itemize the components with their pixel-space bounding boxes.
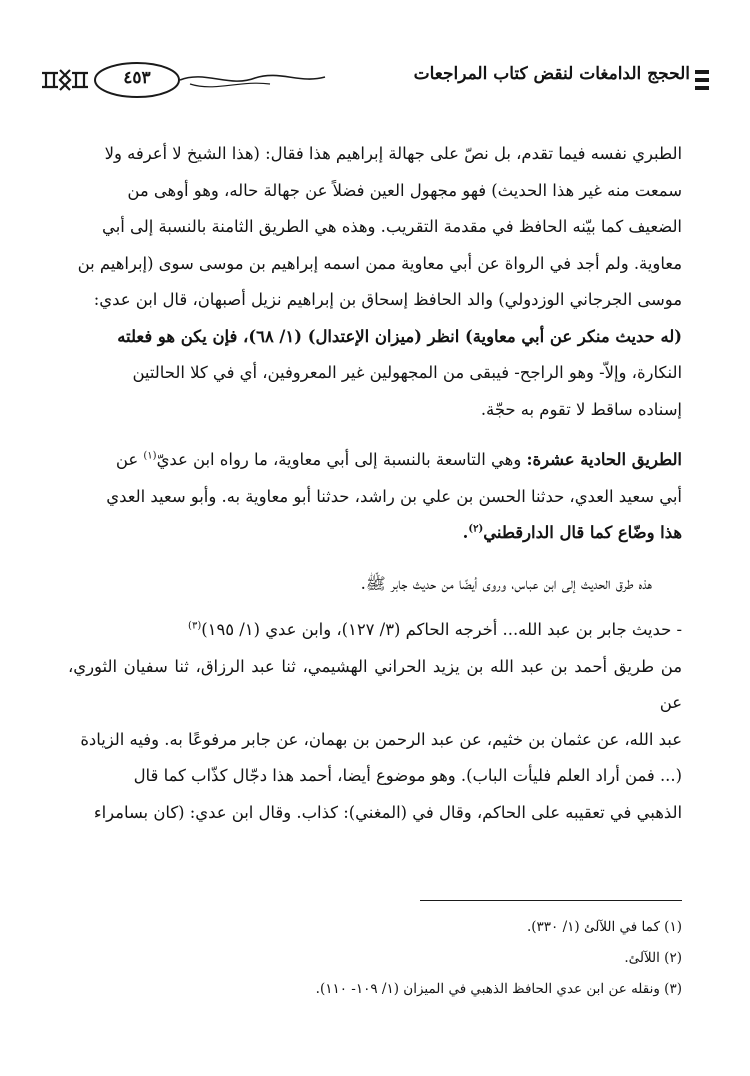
text-line: هذه طرق الحديث إلى ابن عباس، وروى أيضًا من حديث جابر ﷺ.	[360, 573, 652, 593]
text-line: (له حديث منكر عن أبي معاوية) انظر (ميزان الإعتدال) (١/ ٦٨)، فإن يكن هو فعلته	[117, 326, 682, 346]
text-run: عن	[115, 450, 139, 469]
footnote-marker: (٣)	[188, 620, 202, 632]
footnote-marker: (٢)	[468, 523, 484, 535]
text-line	[68, 442, 682, 479]
paragraph-3	[68, 566, 682, 603]
text-line: سمعت منه غير هذا الحديث) فهو مجهول العين فضلاً عن جهالة حاله، وهو أوهى من	[127, 180, 682, 200]
text-line: من طريق أحمد بن عبد الله بن يزيد الحراني الهشيمي، ثنا عبد الرزاق، ثنا سفيان الثوري، عن	[68, 656, 682, 712]
text-run: هذا وضّاع كما قال الدارقطني	[483, 523, 682, 542]
text-run: .	[462, 523, 469, 542]
footnote-3: (٣) ونقله عن ابن عدي الحافظ الذهبي في الميزان (١/ ١٠٩- ١١٠).	[315, 981, 682, 997]
section-lead: الطريق الحادية عشرة:	[526, 450, 682, 469]
page-number: ٤٥٣	[123, 68, 151, 88]
text-line: عبد الله، عن عثمان بن خثيم، عن عبد الرحمن بن بهمان، عن جابر مرفوعًا به. وفيه الزيادة	[80, 729, 682, 749]
text-run: وهي التاسعة بالنسبة إلى أبي معاوية، ما رواه ابن عديّ	[156, 450, 522, 469]
footnote-divider	[420, 900, 682, 901]
text-line: موسى الجرجاني الوزدولي) والد الحافظ إسحاق بن إبراهيم نزيل أصبهان، قال ابن عدي:	[93, 290, 682, 309]
text-line: الطبري نفسه فيما تقدم، بل نصّ على جهالة إبراهيم هذا فقال: (هذا الشيخ لا أعرفه ولا	[104, 144, 682, 163]
main-text	[68, 136, 682, 831]
text-line	[68, 515, 682, 552]
running-title: الحجج الدامغات لنقض كتاب المراجعات	[413, 64, 690, 84]
text-line: إسناده ساقط لا تقوم به حجّة.	[480, 399, 682, 419]
footnote-1: (١) كما في اللآلئ (١/ ٣٣٠).	[526, 919, 682, 935]
running-header	[40, 58, 712, 102]
text-line	[68, 612, 682, 649]
paragraph-2	[68, 442, 682, 552]
text-line: النكارة، وإلاّ- وهو الراجح- فيبقى من المجهولين غير المعروفين، أي في كلا الحالتين	[132, 363, 682, 382]
text-run: - حديث جابر بن عبد الله... أخرجه الحاكم (٣/ ١٢٧)، وابن عدي (١/ ١٩٥)	[201, 620, 682, 639]
text-line: (... فمن أراد العلم فليأت الباب). وهو موضوع أيضا، أحمد هذا دجّال كذّاب كما قال	[133, 766, 682, 785]
text-line: أبي سعيد العدي، حدثنا الحسن بن علي بن راشد، حدثنا أبو معاوية به. وأبو سعيد العدي	[106, 486, 682, 506]
text-line: الذهبي في تعقيبه على الحاكم، وقال في (المغني): كذاب. وقال ابن عدي: (كان بسامراء	[93, 802, 682, 822]
text-line: الضعيف كما بيّنه الحافظ في مقدمة التقريب. وهذه هي الطريق الثامنة بالنسبة إلى أبي	[102, 217, 682, 236]
paragraph-4	[68, 612, 682, 831]
footnote-2: (٢) اللآلئ.	[624, 950, 682, 966]
text-line: معاوية. ولم أجد في الرواة عن أبي معاوية ممن اسمه إبراهيم بن موسى سوى (إبراهيم بن	[77, 253, 682, 273]
footnote-marker: (١)	[143, 450, 157, 462]
footnotes	[68, 912, 682, 1005]
paragraph-1	[68, 136, 682, 428]
